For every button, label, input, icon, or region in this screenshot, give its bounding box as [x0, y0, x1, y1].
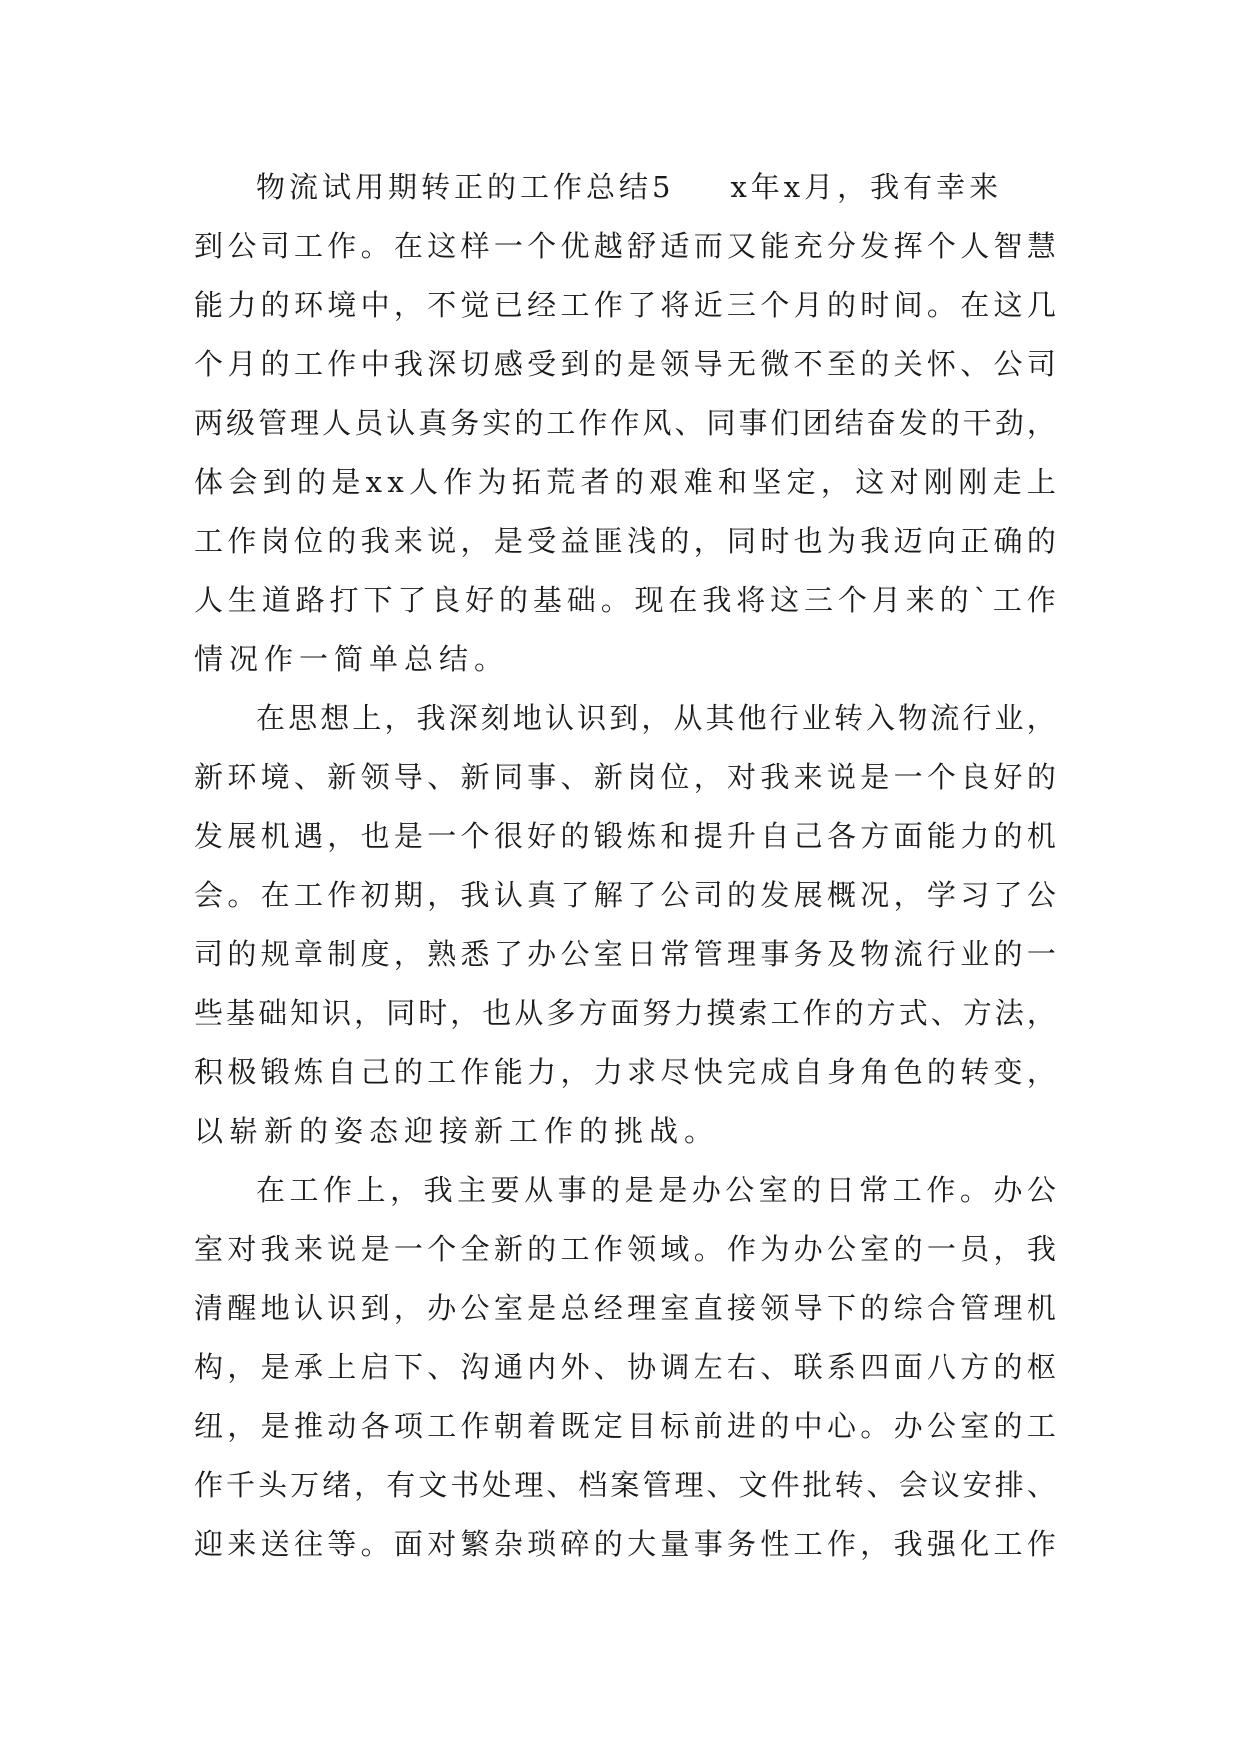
text-line: 会 。 在 工 作 初 期 ， 我 认 真 了 解 了 公 司 的 发 展 概 况 ， 学 习 了 公 [194, 878, 1056, 912]
text-line: 迎 来 送 往 等 。 面 对 繁 杂 琐 碎 的 大 量 事 务 性 工 作 ， 我 强 化 工 作 [194, 1527, 1056, 1561]
first-line [194, 158, 1056, 217]
document-title: 物流试用期转正的工作总结5 [256, 170, 675, 204]
text-line: 人 生 道 路 打 下 了 良 好 的 基 础 。 现 在 我 将 这 三 个 月 来 的 ` 工 作 [194, 583, 1056, 617]
document-body [194, 158, 1056, 1574]
text-line: 到 公 司 工 作 。 在 这 样 一 个 优 越 舒 适 而 又 能 充 分 发 挥 个 人 智 慧 [194, 229, 1056, 263]
text-line: 工 作 岗 位 的 我 来 说 ， 是 受 益 匪 浅 的 ， 同 时 也 为 我 迈 向 正 确 的 [194, 524, 1056, 558]
text-line: 以崭新的姿态迎接新工作的挑战。 [194, 1114, 720, 1148]
text-line: 清 醒 地 认 识 到 ， 办 公 室 是 总 经 理 室 直 接 领 导 下 的 综 合 管 理 机 [194, 1291, 1056, 1325]
text-line: 个 月 的 工 作 中 我 深 切 感 受 到 的 是 领 导 无 微 不 至 的 关 怀 、 公 司 [194, 347, 1056, 381]
paragraph-start-line: 在 思 想 上 ， 我 深 刻 地 认 识 到 ， 从 其 他 行 业 转 入 物 流 行 业 ， [256, 701, 1056, 735]
text-line: 纽 ， 是 推 动 各 项 工 作 朝 着 既 定 目 标 前 进 的 中 心 。 办 公 室 的 工 [194, 1409, 1056, 1443]
text-line: 构 ， 是 承 上 启 下 、 沟 通 内 外 、 协 调 左 右 、 联 系 四 面 八 方 的 枢 [194, 1350, 1056, 1384]
paragraph-start-line: 在 工 作 上 ， 我 主 要 从 事 的 是 是 办 公 室 的 日 常 工 作 。 办 公 [256, 1173, 1056, 1207]
text-line: 情况作一简单总结。 [194, 642, 510, 676]
title-gap [674, 158, 730, 217]
text-line: x年x月，我有幸来 [730, 170, 1003, 204]
text-line: 能 力 的 环 境 中 ， 不 觉 已 经 工 作 了 将 近 三 个 月 的 时 间 。 在 这 几 [194, 288, 1056, 322]
text-line: 司 的 规 章 制 度 ， 熟 悉 了 办 公 室 日 常 管 理 事 务 及 物 流 行 业 的 一 [194, 937, 1056, 971]
text-line: 室 对 我 来 说 是 一 个 全 新 的 工 作 领 域 。 作 为 办 公 室 的 一 员 ， 我 [194, 1232, 1056, 1266]
text-line: 发 展 机 遇 ， 也 是 一 个 很 好 的 锻 炼 和 提 升 自 己 各 方 面 能 力 的 机 [194, 819, 1056, 853]
text-line: 体 会 到 的 是 x x 人 作 为 拓 荒 者 的 艰 难 和 坚 定 ， 这 对 刚 刚 走 上 [194, 465, 1056, 499]
text-line: 些 基 础 知 识 ， 同 时 ， 也 从 多 方 面 努 力 摸 索 工 作 的 方 式 、 方 法 ， [194, 996, 1056, 1030]
text-line: 作 千 头 万 绪 ， 有 文 书 处 理 、 档 案 管 理 、 文 件 批 转 、 会 议 安 排 、 [194, 1468, 1056, 1502]
text-line: 新 环 境 、 新 领 导 、 新 同 事 、 新 岗 位 ， 对 我 来 说 是 一 个 良 好 的 [194, 760, 1056, 794]
text-line: 积 极 锻 炼 自 己 的 工 作 能 力 ， 力 求 尽 快 完 成 自 身 角 色 的 转 变 ， [194, 1055, 1056, 1089]
text-line: 两 级 管 理 人 员 认 真 务 实 的 工 作 作 风 、 同 事 们 团 结 奋 发 的 干 劲 ， [194, 406, 1056, 440]
